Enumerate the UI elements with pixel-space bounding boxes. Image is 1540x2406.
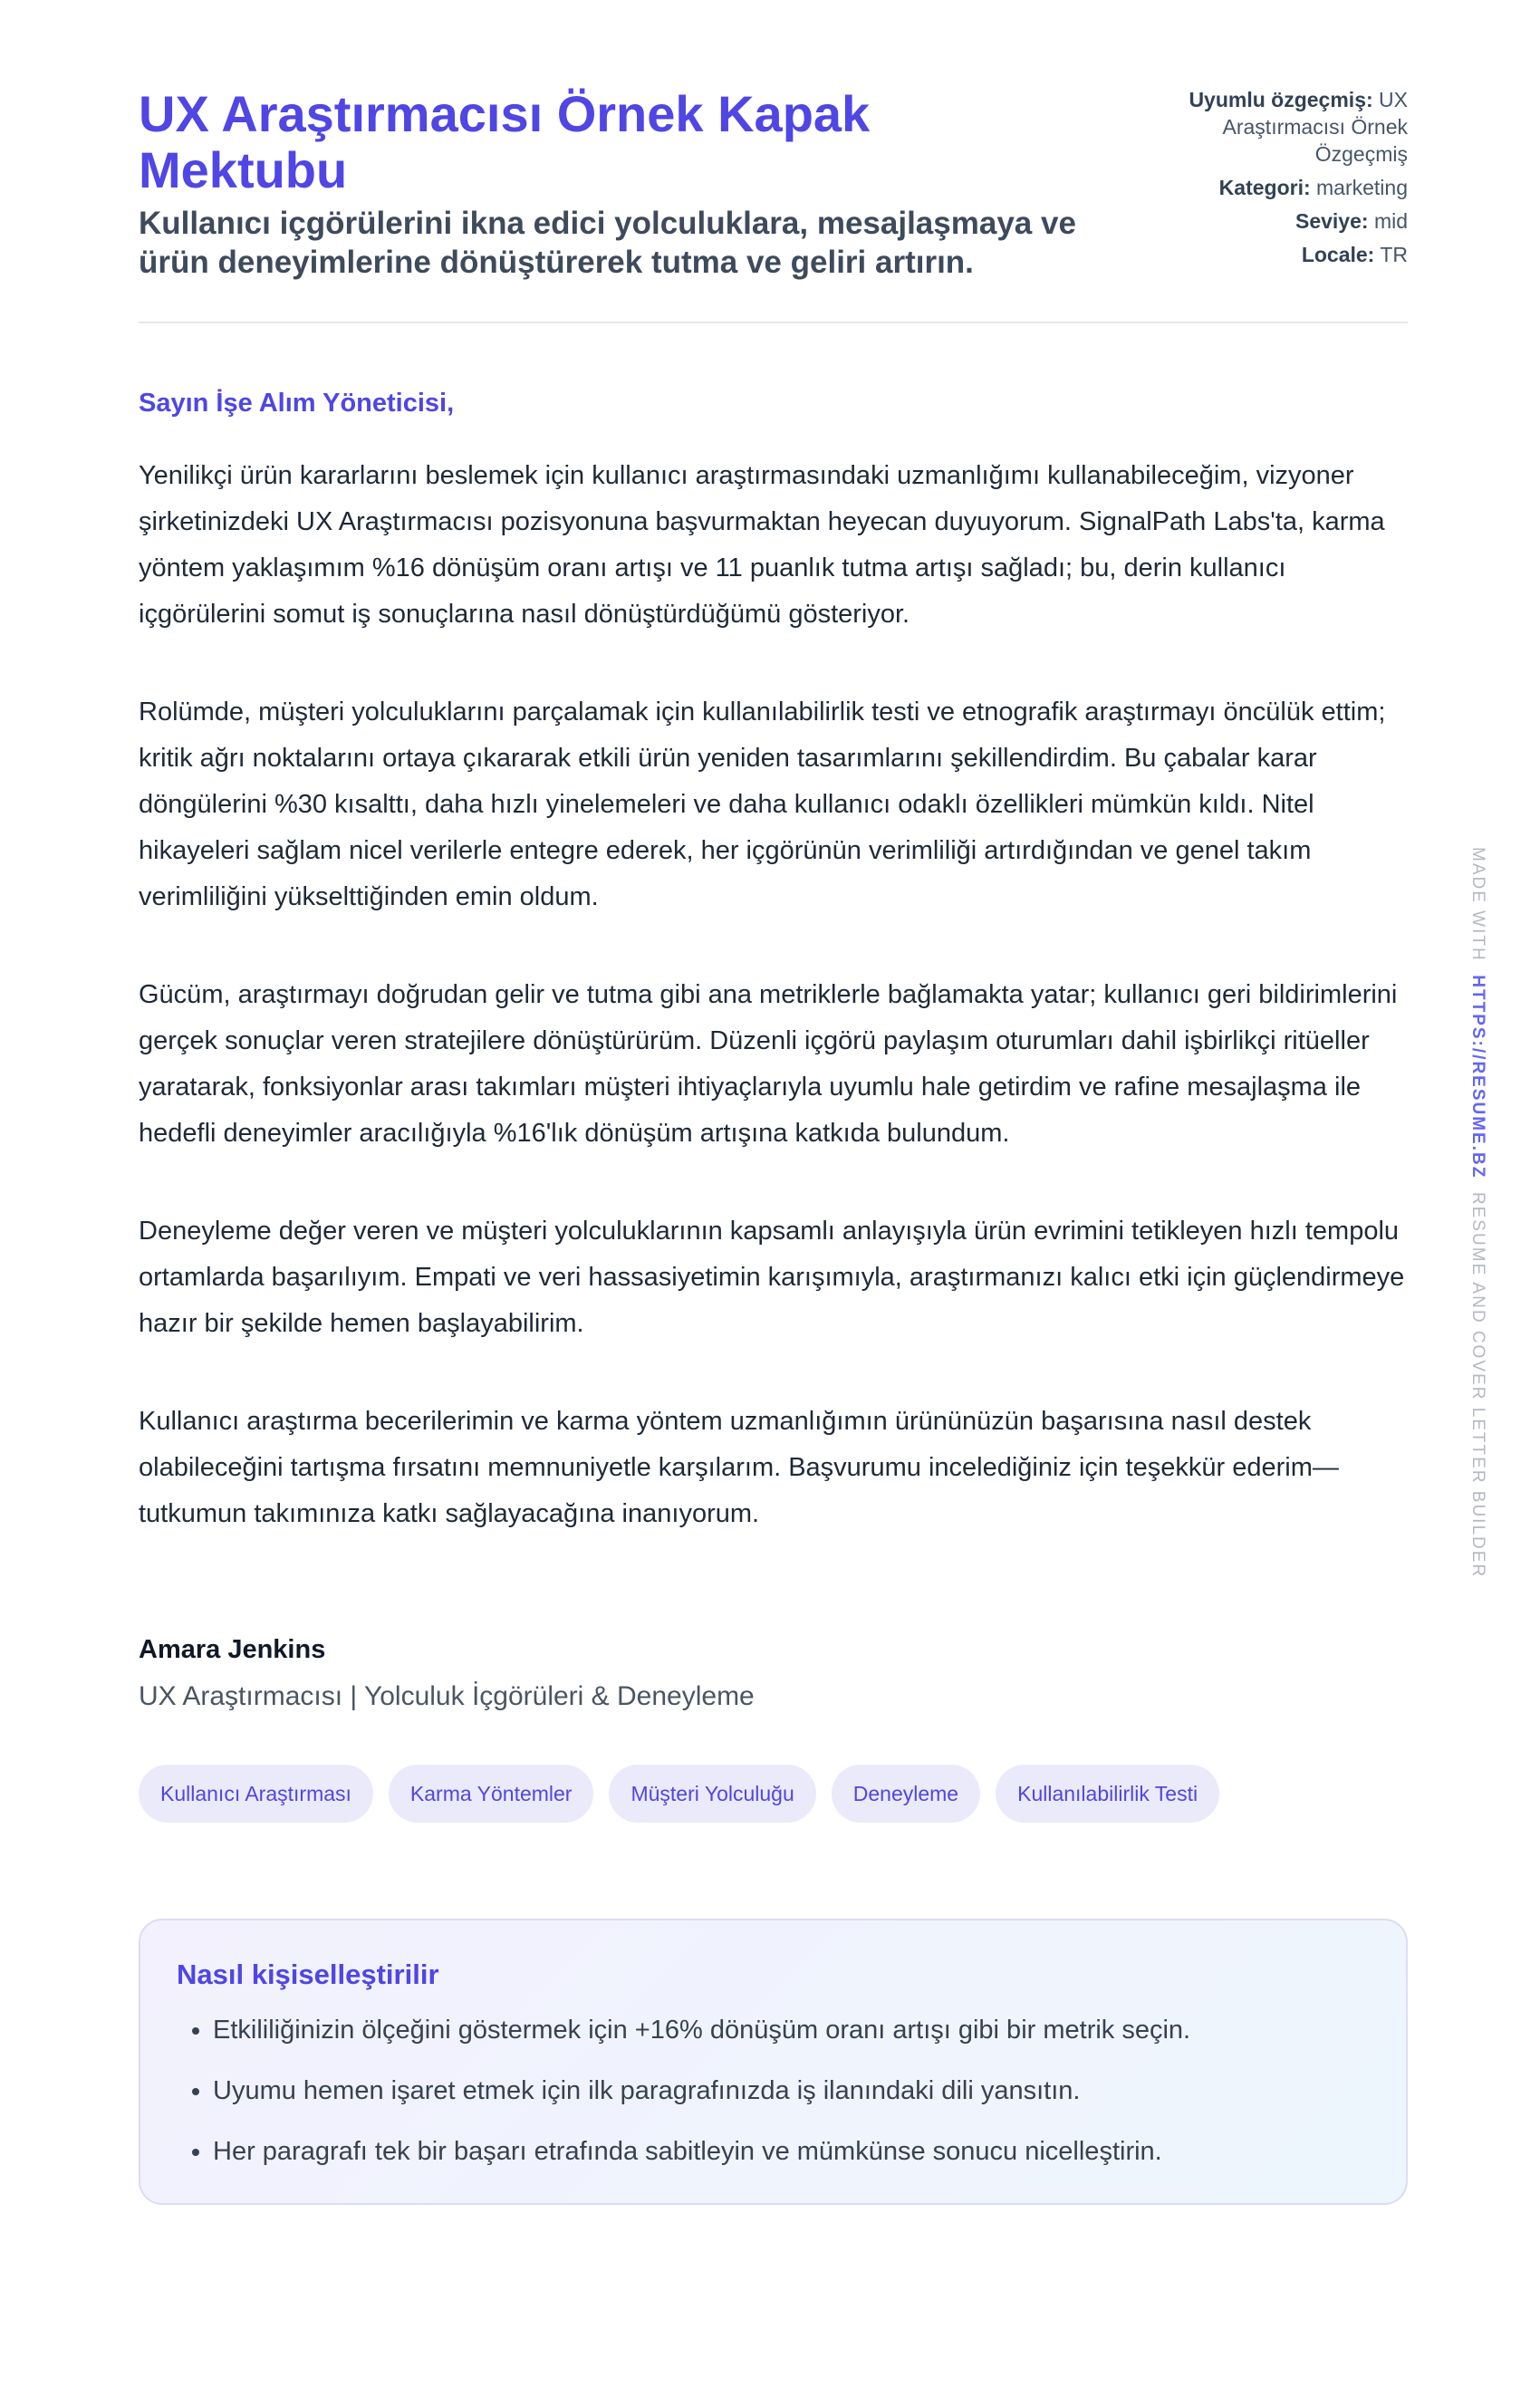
paragraph: Gücüm, araştırmayı doğrudan gelir ve tutma gibi ana metriklerle bağlamakta yatar; kullanıcı geri bildirimlerini gerçek sonuçlar veren stratejilere dönüştürürüm. Düzenli içgörü paylaşım oturumları dahil işbirlikçi ritüeller yaratarak, fonksiyonlar arası takımları müşteri ihtiyaçlarıyla uyumlu hale getirdim ve rafine mesajlaşma ile hedefli deneyimler aracılığıyla %16'lık dönüşüm artışına katkıda bulundum. bbox=[139, 980, 1398, 1148]
paragraph: Rolümde, müşteri yolculuklarını parçalamak için kullanılabilirlik testi ve etnografik araştırmayı öncülük ettim; kritik ağrı noktalarını ortaya çıkararak etkili ürün yeniden tasarımlarını şekillendirdim. Bu çabalar karar döngülerini %30 kısalttı, daha hızlı yinelemeleri ve daha kullanıcı odaklı özellikleri mümkün kıldı. Nitel hikayeleri sağlam nicel verilerle entegre ederek, her içgörünün verimliliği artırdığından ve genel takım verimliliğini yükselttiğinden emin oldum. bbox=[139, 698, 1386, 911]
title-block bbox=[139, 86, 1081, 282]
tip-item: • Uyumu hemen işaret etmek için ilk paragrafınızda iş ilanındaki dili yansıtın. bbox=[213, 2075, 1370, 2106]
meta-level: Seviye: mid bbox=[1295, 209, 1408, 233]
meta-info bbox=[1136, 86, 1408, 274]
skill-tag: Deneyleme bbox=[832, 1765, 980, 1823]
skill-tag: Müşteri Yolculuğu bbox=[609, 1765, 815, 1823]
skill-tag: Kullanıcı Araştırması bbox=[139, 1765, 373, 1823]
paragraph: Kullanıcı araştırma becerilerimin ve karma yöntem uzmanlığımın ürününüzün başarısına nasıl destek olabileceğini tartışma fırsatını memnuniyetle karşılarım. Başvurumu incelediğiniz için teşekkür ederim—tutkumun takımınıza katkı sağlayacağına inanıyorum. bbox=[139, 1407, 1339, 1528]
meta-locale: Locale: TR bbox=[1301, 243, 1408, 266]
signature-name: Amara Jenkins bbox=[139, 1635, 326, 1664]
meta-resume: Uyumlu özgeçmiş: UX Araştırmacısı Örnek Özgeçmiş bbox=[1189, 88, 1408, 166]
skill-tag: Kullanılabilirlik Testi bbox=[996, 1765, 1219, 1823]
signature-role: UX Araştırmacısı | Yolculuk İçgörüleri & Deneyleme bbox=[139, 1681, 755, 1711]
tip-item: • Etkililiğinizin ölçeğini göstermek için +16% dönüşüm oranı artışı gibi bir metrik seçin. bbox=[213, 2015, 1370, 2045]
paragraph: Yenilikçi ürün kararlarını beslemek için kullanıcı araştırmasındaki uzmanlığımı kullanabileceğim, vizyoner şirketinizdeki UX Araştırmacısı pozisyonuna başvurmaktan heyecan duyuyorum. SignalPath Labs'ta, karma yöntem yaklaşımım %16 dönüşüm oranı artışı ve 11 puanlık tutma artışı sağladı; bu, derin kullanıcı içgörülerini somut iş sonuçlarına nasıl dönüştürdüğümü gösteriyor. bbox=[139, 461, 1385, 629]
page-title: UX Araştırmacısı Örnek Kapak Mektubu bbox=[139, 85, 871, 198]
cover-letter bbox=[139, 86, 1408, 2205]
tips-title: Nasıl kişiselleştirilir bbox=[177, 1958, 439, 1990]
skill-tags bbox=[139, 1765, 1408, 1823]
header bbox=[139, 86, 1408, 323]
page-subtitle: Kullanıcı içgörülerini ikna edici yolculuklara, mesajlaşmaya ve ürün deneyimlerine dönüştürerek tutma ve geliri artırın. bbox=[139, 206, 1076, 280]
tip-item: • Her paragrafı tek bir başarı etrafında sabitleyin ve mümkünse sonucu nicelleştirin. bbox=[213, 2136, 1370, 2167]
tips-list bbox=[177, 2015, 1370, 2167]
watermark-link[interactable]: HTTPS://RESUME.BZ bbox=[1468, 975, 1487, 1179]
skill-tag: Karma Yöntemler bbox=[389, 1765, 594, 1823]
customization-tips bbox=[139, 1919, 1408, 2205]
greeting: Sayın İşe Alım Yöneticisi, bbox=[139, 389, 455, 418]
meta-category: Kategori: marketing bbox=[1218, 176, 1408, 199]
paragraph: Deneyleme değer veren ve müşteri yolculuklarının kapsamlı anlayışıyla ürün evrimini tetikleyen hızlı tempolu ortamlarda başarılıyım. Empati ve veri hassasiyetimin karışımıyla, araştırmanızı kalıcı etki için güçlendirmeye hazır bir şekilde hemen başlayabilirim. bbox=[139, 1217, 1405, 1338]
watermark: MADE WITH HTTPS://RESUME.BZ RESUME AND COVER LETTER BUILDER bbox=[1468, 847, 1487, 1579]
